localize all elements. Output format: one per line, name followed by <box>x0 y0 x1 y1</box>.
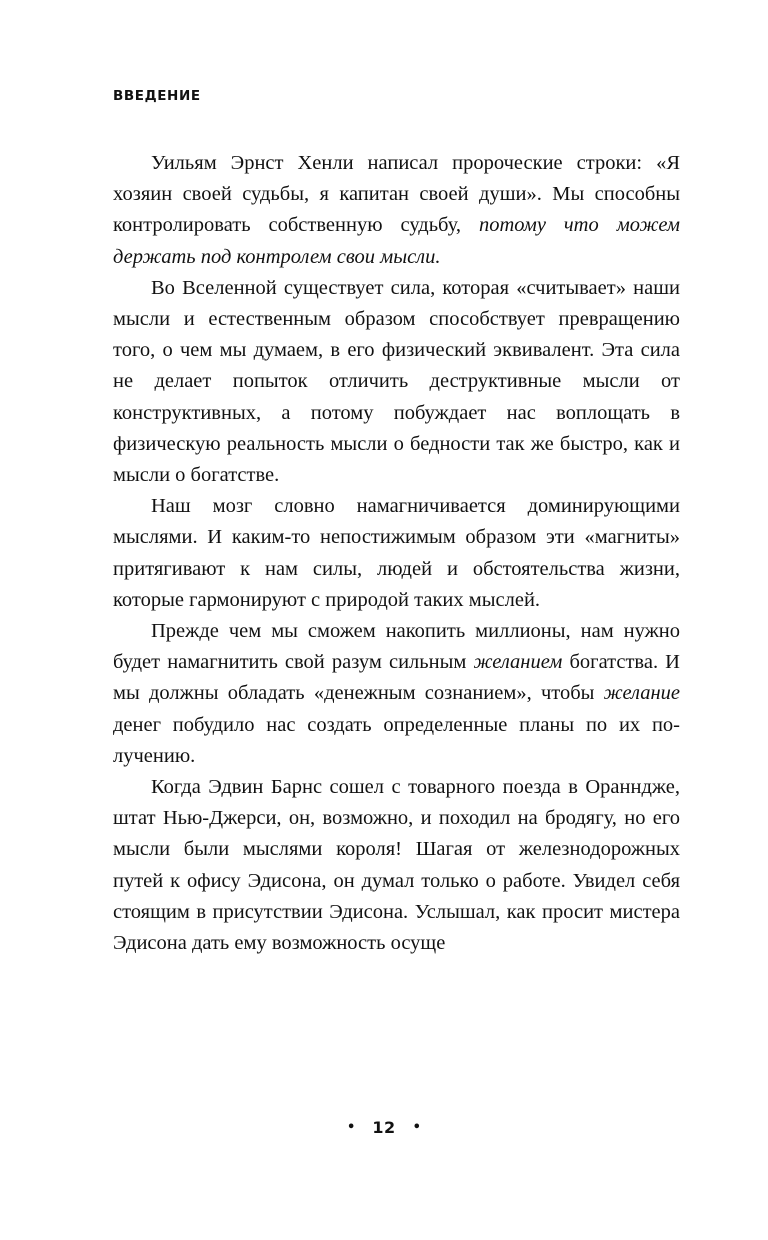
text-run: Наш мозг словно намагничивается доминирующими мыслями. И каким-то непостижимым образом эти «магниты» притягивают к нам силы, людей и обстоятельства жизни, которые гармонируют с природой таких мыслей. <box>113 495 680 611</box>
text-run-italic: потому что можем держать под контролем свои мысли. <box>113 214 680 268</box>
text-run-italic: желание <box>603 682 680 705</box>
page-folio <box>0 1118 768 1137</box>
paragraph <box>113 491 680 616</box>
page-content <box>113 88 680 959</box>
running-head: ВВЕДЕНИЕ <box>113 88 201 104</box>
paragraph <box>113 148 680 273</box>
text-run-italic: желанием <box>473 651 563 674</box>
paragraph <box>113 273 680 491</box>
text-run: Уильям Эрнст Хенли написал пророческие строки: «Я хозяин своей судьбы, я капитан своей души». Мы способны контролировать собственную судьбу, <box>113 152 680 237</box>
body-text <box>113 148 680 959</box>
text-run: богатства. И мы должны обладать «денежным сознанием», чтобы <box>113 651 680 705</box>
ornament-dot-left: • <box>347 1120 356 1135</box>
page-number: 12 <box>372 1118 396 1137</box>
paragraph <box>113 772 680 959</box>
text-run: денег побудило нас создать определенные планы по их получению. <box>113 713 680 767</box>
text-run: Прежде чем мы сможем накопить миллионы, нам нужно будет намагнитить свой разум сильным <box>113 620 680 674</box>
ornament-dot-right: • <box>412 1120 421 1135</box>
text-run: Во Вселенной существует сила, которая «считывает» наши мысли и естественным образом способствует превращению того, о чем мы думаем, в его физический эквивалент. Эта сила не делает попыток отличить деструктивные мысли от конструктивных, а потому побуждает нас воплощать в физическую реальность мысли о бедности так же быстро, как и мысли о богатстве. <box>113 276 680 487</box>
text-run: Когда Эдвин Барнс сошел с товарного поезда в Оранндже, штат Нью-Джерси, он, возможно, и походил на бродягу, но его мысли были мыслями короля! Шагая от железнодорожных путей к офису Эдисона, он думал только о работе. Увидел себя стоящим в присутствии Эдисона. Услышал, как просит мистера Эдисона дать ему возможность осуще <box>113 776 680 955</box>
paragraph <box>113 616 680 772</box>
